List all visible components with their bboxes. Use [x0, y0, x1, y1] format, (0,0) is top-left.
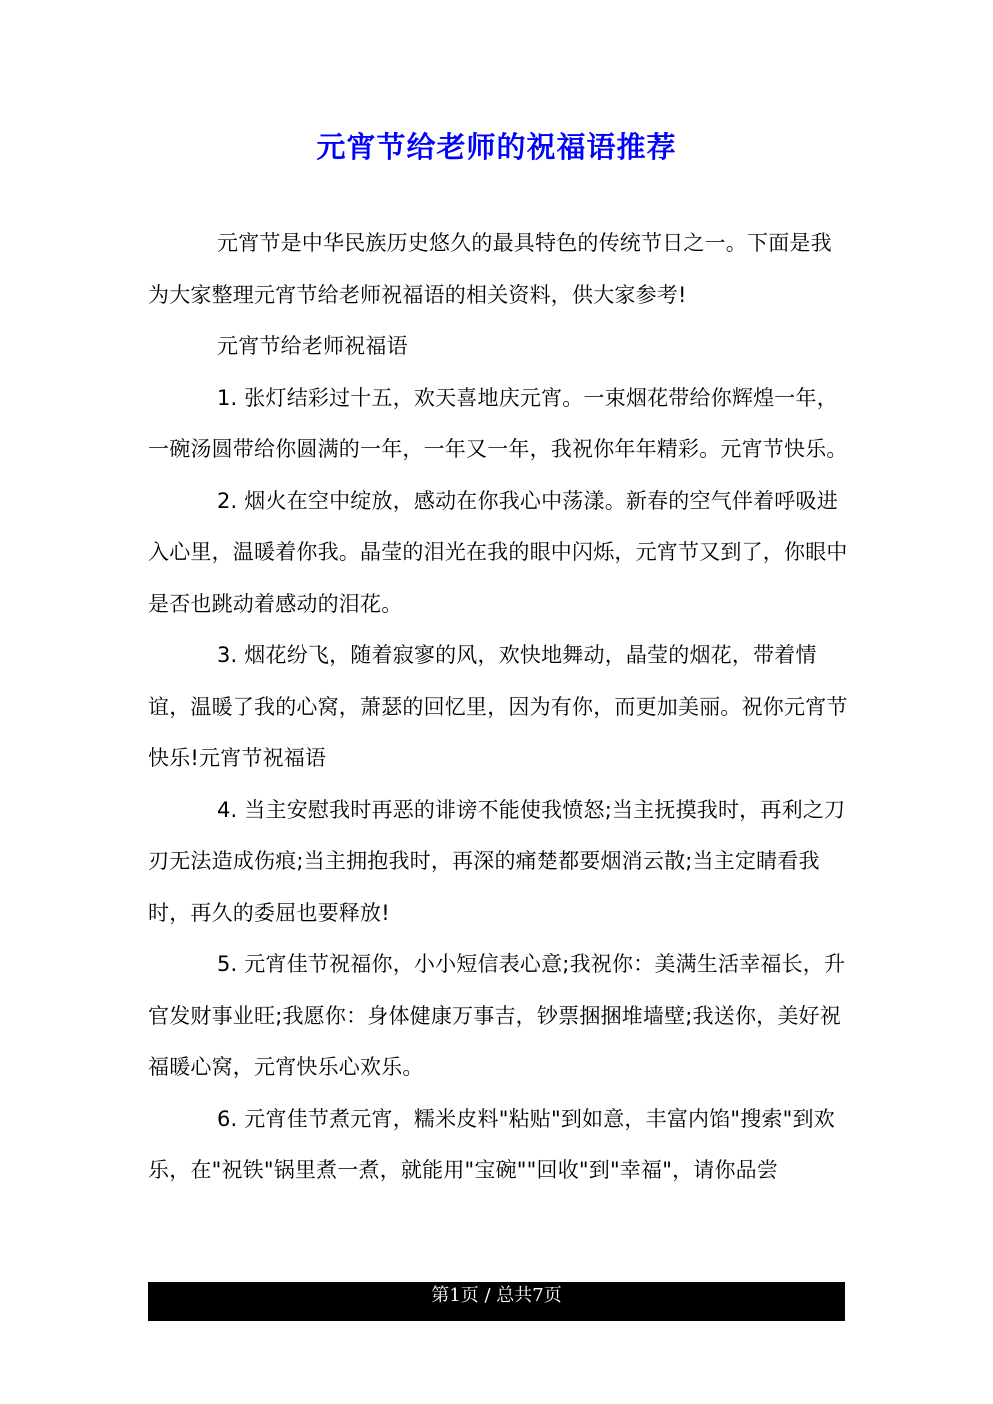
intro-paragraph: 元宵节是中华民族历史悠久的最具特色的传统节日之一。下面是我为大家整理元宵节给老师祝福语的相关资料，供大家参考!	[148, 231, 832, 307]
greeting-item-6: 6. 元宵佳节煮元宵，糯米皮料"粘贴"到如意，丰富内馅"搜索"到欢乐，在"祝铁"锅里煮一煮，就能用"宝碗""回收"到"幸福"，请你品尝	[148, 1106, 835, 1182]
document-body	[148, 218, 848, 1197]
greeting-item-2: 2. 烟火在空中绽放，感动在你我心中荡漾。新春的空气伴着呼吸进入心里，温暖着你我。晶莹的泪光在我的眼中闪烁，元宵节又到了，你眼中是否也跳动着感动的泪花。	[148, 488, 848, 616]
greeting-item-3: 3. 烟花纷飞，随着寂寥的风，欢快地舞动，晶莹的烟花，带着情谊，温暖了我的心窝，萧瑟的回忆里，因为有你，而更加美丽。祝你元宵节快乐!元宵节祝福语	[148, 643, 848, 770]
section-heading: 元宵节给老师祝福语	[217, 334, 408, 358]
page-indicator: 第1页 / 总共7页	[431, 1285, 562, 1306]
page-footer-bar	[148, 1282, 845, 1321]
greeting-item-1: 1. 张灯结彩过十五，欢天喜地庆元宵。一束烟花带给你辉煌一年，一碗汤圆带给你圆满的一年，一年又一年，我祝你年年精彩。元宵节快乐。	[148, 385, 848, 461]
document-title: 元宵节给老师的祝福语推荐	[316, 130, 677, 164]
greeting-item-5: 5. 元宵佳节祝福你，小小短信表心意;我祝你：美满生活幸福长，升官发财事业旺;我愿你：身体健康万事吉，钞票捆捆堆墙壁;我送你，美好祝福暖心窝，元宵快乐心欢乐。	[148, 952, 846, 1079]
greeting-item-4: 4. 当主安慰我时再恶的诽谤不能使我愤怒;当主抚摸我时，再利之刀刃无法造成伤痕;当主拥抱我时，再深的痛楚都要烟消云散;当主定睛看我时，再久的委屈也要释放!	[148, 797, 846, 925]
